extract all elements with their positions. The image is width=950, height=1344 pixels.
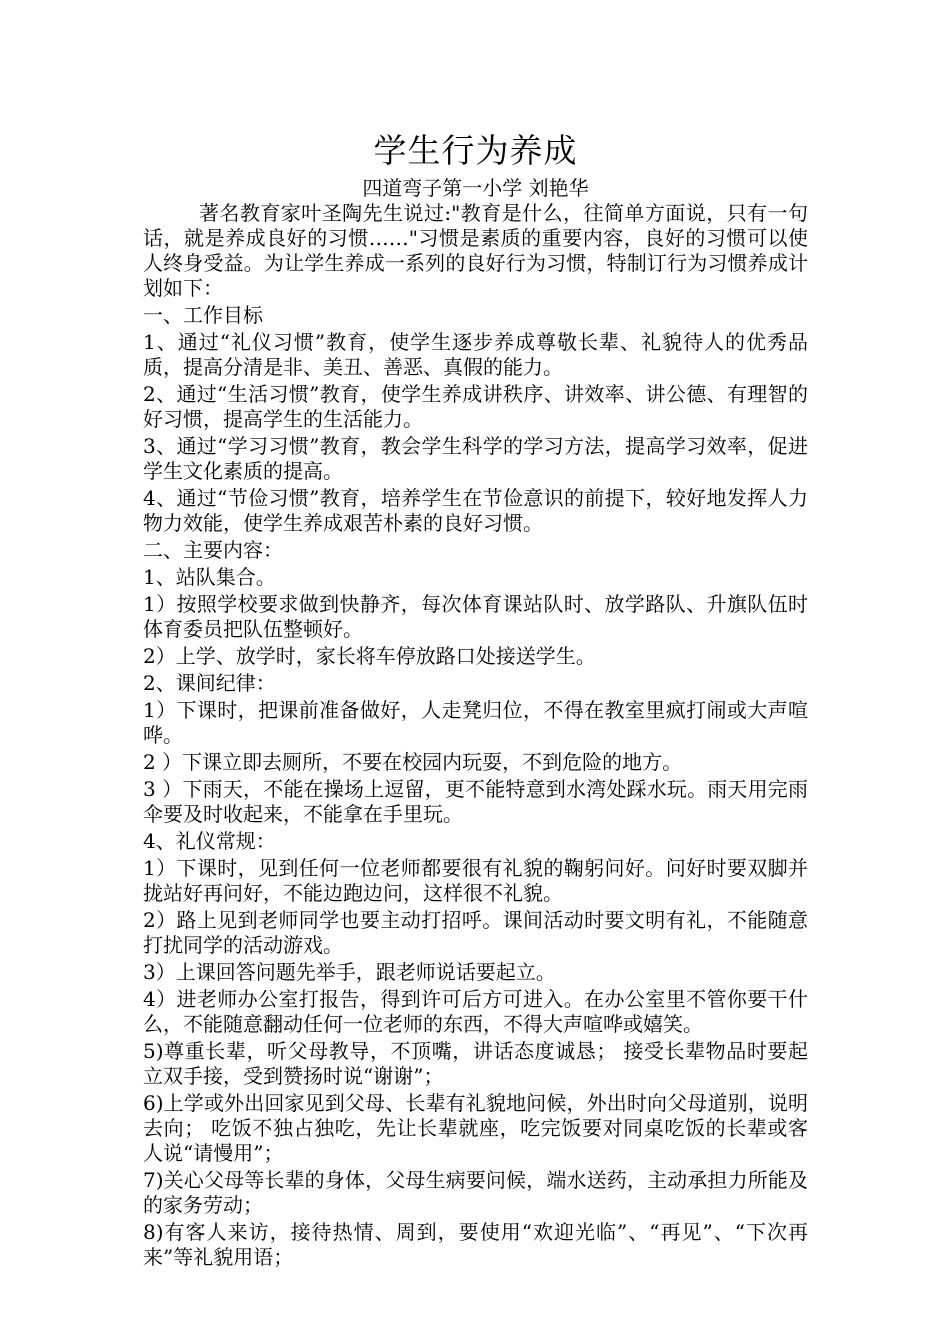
paragraph: 2、课间纪律：: [143, 671, 276, 695]
paragraph: 4、礼仪常规：: [143, 829, 276, 853]
paragraph: 著名教育家叶圣陶先生说过:"教育是什么，往简单方面说，只有一句话，就是养成良好的习惯……"习惯是素质的重要内容，良好的习惯可以使人终身受益。为让学生养成一系列的良好行为习惯，特制订行为习惯养成计划如下：: [143, 201, 808, 300]
paragraph: 5)尊重长辈，听父母教导，不顶嘴，讲话态度诚恳； 接受长辈物品时要起立双手接，受到赞扬时说“谢谢”；: [143, 1039, 808, 1088]
paragraph: 1、站队集合。: [143, 565, 276, 589]
paragraph: 3）上课回答问题先举手，跟老师说话要起立。: [143, 960, 556, 984]
paragraph: 二、主要内容：: [143, 538, 283, 562]
paragraph: 一、工作目标: [143, 303, 263, 327]
paragraph: 1）下课时，见到任何一位老师都要很有礼貌的鞠躬问好。问好时要双脚并拢站好再问好，不能边跑边问，这样很不礼貌。: [143, 856, 808, 905]
paragraph: 3、通过“学习习惯”教育，教会学生科学的学习方法，提高学习效率，促进学生文化素质的提高。: [143, 434, 808, 483]
paragraph: 1）下课时，把课前准备做好，人走凳归位，不得在教室里疯打闹或大声喧哗。: [143, 698, 808, 747]
paragraph-list: [143, 201, 808, 1270]
paragraph: 7)关心父母等长辈的身体，父母生病要问候，端水送药，主动承担力所能及的家务劳动；: [143, 1168, 808, 1217]
document-body: [143, 126, 808, 1272]
paragraph: 2、通过“生活习惯”教育，使学生养成讲秩序、讲效率、讲公德、有理智的好习惯，提高学生的生活能力。: [143, 382, 808, 431]
paragraph: 1、通过“礼仪习惯”教育，使学生逐步养成尊敬长辈、礼貌待人的优秀品质，提高分清是非、美丑、善恶、真假的能力。: [143, 330, 808, 379]
paragraph: 2 ）下课立即去厕所，不要在校园内玩耍，不到危险的地方。: [143, 750, 683, 774]
paragraph: 4、通过“节俭习惯”教育，培养学生在节俭意识的前提下，较好地发挥人力物力效能，使学生养成艰苦朴素的良好习惯。: [143, 486, 808, 535]
paragraph: 4）进老师办公室打报告，得到许可后方可进入。在办公室里不管你要干什么，不能随意翻动任何一位老师的东西，不得大声喧哗或嬉笑。: [143, 987, 808, 1036]
author-line: 四道弯子第一小学 刘艳华: [362, 176, 589, 200]
document-title: 学生行为养成: [373, 131, 578, 170]
paragraph: 1）按照学校要求做到快静齐，每次体育课站队时、放学路队、升旗队伍时体育委员把队伍整顿好。: [143, 592, 808, 641]
paragraph: 3 ）下雨天，不能在操场上逗留，更不能特意到水湾处踩水玩。雨天用完雨伞要及时收起来，不能拿在手里玩。: [143, 777, 808, 826]
paragraph: 6)上学或外出回家见到父母、长辈有礼貌地问候，外出时向父母道别，说明去向； 吃饭不独占独吃，先让长辈就座，吃完饭要对同桌吃饭的长辈或客人说“请慢用”；: [143, 1091, 808, 1165]
paragraph: 2）上学、放学时，家长将车停放路口处接送学生。: [143, 644, 596, 668]
paragraph: 2）路上见到老师同学也要主动打招呼。课间活动时要文明有礼，不能随意打扰同学的活动游戏。: [143, 908, 808, 957]
paragraph: 8)有客人来访，接待热情、周到，要使用“欢迎光临”、“再见”、“下次再来”等礼貌用语；: [143, 1220, 808, 1269]
